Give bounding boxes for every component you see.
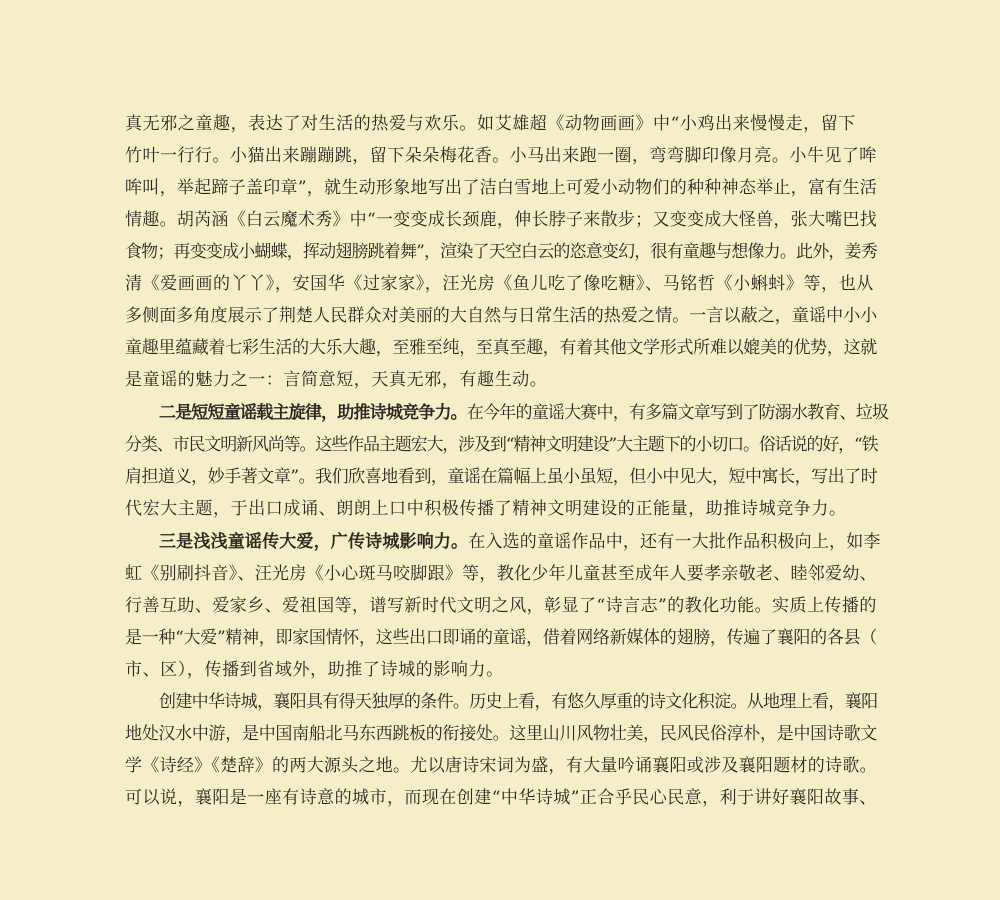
text-line: 竹叶一行行。小猫出来蹦蹦跳，留下朵朵梅花香。小马出来跑一圈，弯弯脚印像月亮。小牛见了哞 <box>125 146 877 166</box>
text-line: 肩担道义，妙手著文章”。我们欣喜地看到，童谣在篇幅上虽小虽短，但小中见大，短中寓长，写出了时 <box>125 467 878 487</box>
paragraph-first-line <box>159 403 889 423</box>
section-heading: 二是短短童谣载主旋律，助推诗城竞争力。 <box>159 403 467 423</box>
text-line: 是童谣的魅力之一：言简意短，天真无邪，有趣生动。 <box>125 370 548 390</box>
paragraph-first-line <box>159 532 881 552</box>
text-line: 童趣里蕴藏着七彩生活的大乐大趣，至雅至纯，至真至趣，有着其他文学形式所难以媲美的优势，这就 <box>125 338 877 358</box>
text-span: 在入选的童谣作品中，还有一大批作品积极向上，如李 <box>468 532 881 552</box>
text-line: 情趣。胡芮涵《白云魔术秀》中“一变变成长颈鹿，伸长脖子来散步；又变变成大怪兽，张大嘴巴找 <box>125 210 878 230</box>
text-line: 行善互助、爱家乡、爱祖国等，谱写新时代文明之风，彰显了“诗言志”的教化功能。实质上传播的 <box>125 596 877 616</box>
text-span: 在今年的童谣大赛中，有多篇文章写到了防溺水教育、垃圾 <box>466 403 889 423</box>
text-line: 分类、市民文明新风尚等。这些作品主题宏大，涉及到“精神文明建设”大主题下的小切口。俗话说的好，“铁 <box>125 435 878 455</box>
text-line: 可以说，襄阳是一座有诗意的城市，而现在创建“中华诗城”正合乎民心民意，利于讲好襄阳故事、 <box>125 788 877 808</box>
text-line: 市、区），传播到省域外，助推了诗城的影响力。 <box>125 660 504 680</box>
paragraph-first-line: 创建中华诗城，襄阳具有得天独厚的条件。历史上看，有悠久厚重的诗文化积淀。从地理上看，襄阳 <box>159 692 878 712</box>
text-line: 哞叫，举起蹄子盖印章”，就生动形象地写出了洁白雪地上可爱小动物们的种种神态举止，富有生活 <box>125 178 878 198</box>
text-line: 地处汉水中游，是中国南船北马东西跳板的衔接处。这里山川风物壮美，民风民俗淳朴，是中国诗歌文 <box>125 724 877 744</box>
text-line: 食物；再变变成小蝴蝶，挥动翅膀跳着舞”，渲染了天空白云的恣意变幻，很有童趣与想像力。此外，姜秀 <box>125 242 877 262</box>
text-line: 代宏大主题，于出口成诵、朗朗上口中积极传播了精神文明建设的正能量，助推诗城竞争力。 <box>125 499 847 519</box>
text-line: 是一种“大爱”精神，即家国情怀，这些出口即诵的童谣，借着网络新媒体的翅膀，传遍了襄阳的各县（ <box>125 628 877 648</box>
text-line: 清《爱画画的丫丫》，安国华《过家家》，汪光房《鱼儿吃了像吃糖》、马铭哲《小蝌蚪》等，也从 <box>125 274 874 294</box>
text-line: 虹《别刷抖音》、汪光房《小心斑马咬脚跟》等，教化少年儿童甚至成年人要孝亲敬老、睦邻爱幼、 <box>125 564 877 584</box>
text-line: 真无邪之童趣，表达了对生活的热爱与欢乐。如艾雄超《动物画画》中“小鸡出来慢慢走，留下 <box>125 114 856 134</box>
section-heading: 三是浅浅童谣传大爱，广传诗城影响力。 <box>159 532 469 552</box>
text-line: 学《诗经》《楚辞》的两大源头之地。尤以唐诗宋词为盛，有大量吟诵襄阳或涉及襄阳题材的诗歌。 <box>125 756 877 776</box>
text-line: 多侧面多角度展示了荆楚人民群众对美丽的大自然与日常生活的热爱之情。一言以蔽之，童谣中小小 <box>125 306 878 326</box>
